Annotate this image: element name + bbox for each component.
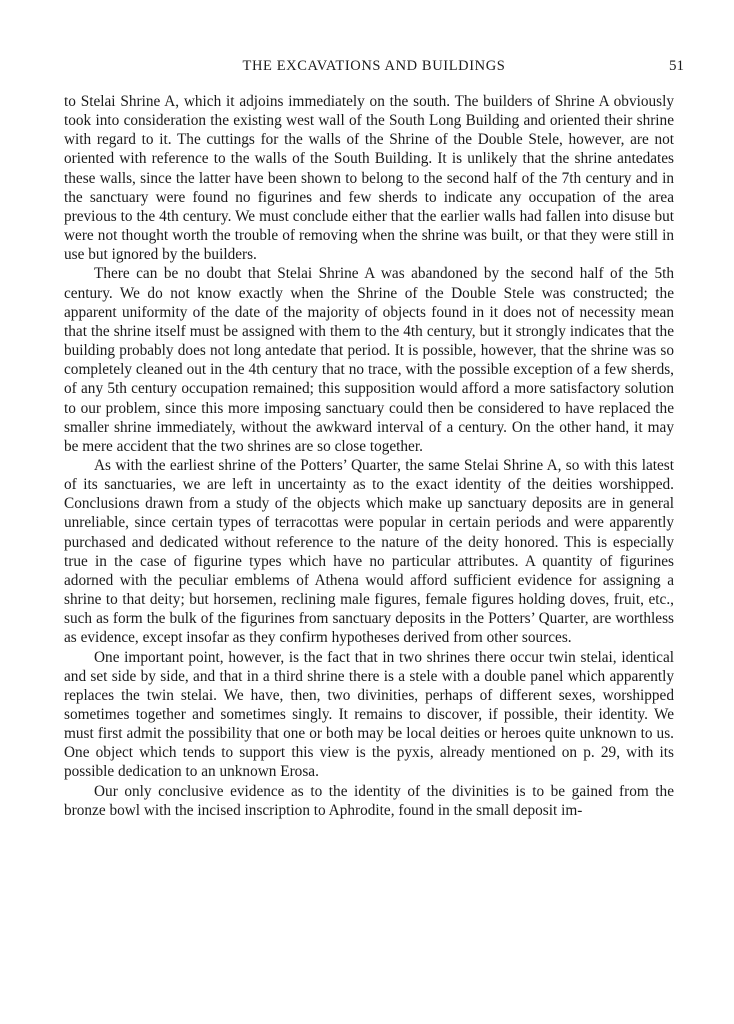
body-text [64, 92, 674, 820]
running-head: THE EXCAVATIONS AND BUILDINGS [242, 58, 506, 74]
paragraph-2: There can be no doubt that Stelai Shrine A was abandoned by the second half of the 5th century. We do not know exactly when the Shrine of the Double Stele was constructed; the apparent uniformity of the date of the majority of objects found in it does not of necessity mean that the shrine itself must be assigned with them to the 4th century, but it strongly indicates that the building probably does not long antedate that period. It is possible, however, that the shrine was so completely cleaned out in the 4th century that no trace, with the possible exception of a few sherds, of any 5th century occupation remained; this supposition would afford a more satisfactory solution to our problem, since this more imposing sanctuary could then be considered to have replaced the smaller shrine immediately, without the awkward interval of a century. On the other hand, it may be mere accident that the two shrines are so close together. [64, 265, 674, 455]
paragraph-3: As with the earliest shrine of the Potters’ Quarter, the same Stelai Shrine A, so with this latest of its sanctuaries, we are left in uncertainty as to the exact identity of the deities worshipped. Conclusions drawn from a study of the objects which make up sanctuary deposits are in general unreliable, since certain types of terracottas were popular in certain periods and were apparently purchased and dedicated without reference to the nature of the deity honored. This is especially true in the case of figurine types which have no particular attributes. A quantity of figurines adorned with the peculiar emblems of Athena would afford sufficient evidence for assigning a shrine to that deity; but horsemen, reclining male figures, female figures holding doves, fruit, etc., such as form the bulk of the figurines from sanctuary deposits in the Potters’ Quarter, are worthless as evidence, except insofar as they confirm hypotheses derived from other sources. [64, 456, 674, 647]
paragraph-1: to Stelai Shrine A, which it adjoins immediately on the south. The builders of Shrine A obviously took into consideration the existing west wall of the South Long Building and oriented their shrine with regard to it. The cuttings for the walls of the Shrine of the Double Stele, however, are not oriented with reference to the walls of the South Building. It is unlikely that the shrine antedates these walls, since the latter have been shown to belong to the second half of the 7th century and in the sanctuary were found no figurines and few sherds to indicate any occupation of the area previous to the 4th century. We must conclude either that the earlier walls had fallen into disuse but were not thought worth the trouble of removing when the shrine was built, or that they were still in use but ignored by the builders. [64, 93, 674, 264]
page-number: 51 [669, 58, 684, 74]
paragraph-4: One important point, however, is the fact that in two shrines there occur twin stelai, identical and set side by side, and that in a third shrine there is a stele with a double panel which apparently replaces the twin stelai. We have, then, two divinities, perhaps of different sexes, worshipped sometimes together and sometimes singly. It remains to discover, if possible, their identity. We must first admit the possibility that one or both may be local deities or heroes quite unknown to us. One object which tends to support this view is the pyxis, already mentioned on p. 29, with its possible dedication to an unknown Erosa. [64, 648, 674, 781]
page-header [64, 58, 684, 82]
paragraph-5: Our only conclusive evidence as to the identity of the divinities is to be gained from the bronze bowl with the incised inscription to Aphrodite, found in the small deposit im- [64, 782, 674, 819]
